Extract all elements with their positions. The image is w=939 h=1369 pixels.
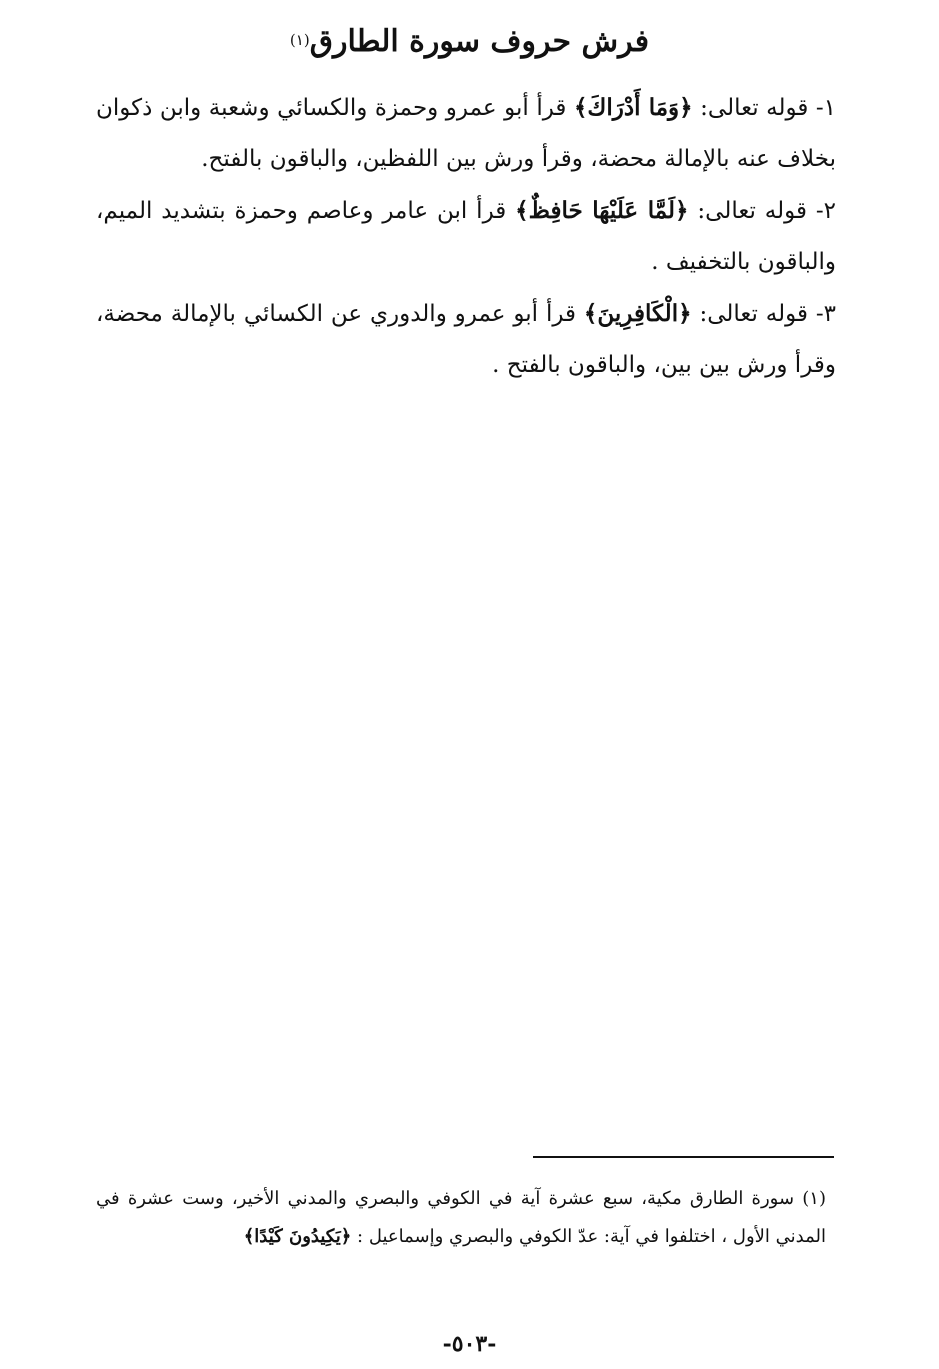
footnote-text: سورة الطارق مكية، سبع عشرة آية في الكوفي والبصري والمدني الأخير، وست عشرة في المدني الأول ، اختلفوا في آية: عدّ الكوفي والبصري وإسماعيل :: [96, 1188, 826, 1247]
paragraph-intro: قوله تعالى:: [700, 95, 809, 121]
page-number: -٥٠٣-: [442, 1331, 497, 1357]
paragraph-text: قرأ أبو عمرو وحمزة والكسائي وشعبة وابن ذكوان بخلاف عنه بالإمالة محضة، وقرأ ورش بين اللفظين، والباقون بالفتح.: [96, 95, 836, 172]
paragraph-text: قرأ ابن عامر وعاصم وحمزة بتشديد الميم، والباقون بالتخفيف .: [96, 198, 836, 275]
quran-verse: ﴿الْكَافِرِينَ﴾: [583, 300, 692, 327]
footnote-marker: (١): [802, 1188, 826, 1209]
paragraph-number: ١-: [815, 95, 837, 121]
paragraph-2: [96, 185, 836, 288]
paragraph-intro: قوله تعالى:: [699, 301, 808, 327]
quran-verse: ﴿وَمَا أَدْرَاكَ﴾: [573, 94, 693, 121]
paragraph-number: ٢-: [815, 198, 836, 224]
footnote: [96, 1180, 826, 1256]
paragraph-number: ٣-: [815, 301, 837, 327]
title-text: فرش حروف سورة الطارق: [309, 24, 650, 59]
paragraph-1: [96, 82, 836, 185]
paragraph-intro: قوله تعالى:: [697, 198, 807, 224]
page-title: [0, 18, 939, 66]
paragraph-3: [96, 288, 836, 391]
paragraph-text: قرأ أبو عمرو والدوري عن الكسائي بالإمالة محضة، وقرأ ورش بين بين، والباقون بالفتح .: [96, 301, 836, 378]
body-text: [96, 82, 836, 391]
quran-verse: ﴿لَمَّا عَلَيْهَا حَافِظٌ﴾: [515, 197, 689, 224]
footnote-divider: [533, 1156, 834, 1158]
title-footnote-marker: (١): [289, 31, 310, 49]
footnote-verse: ﴿يَكِيدُونَ كَيْدًا﴾: [243, 1226, 352, 1247]
